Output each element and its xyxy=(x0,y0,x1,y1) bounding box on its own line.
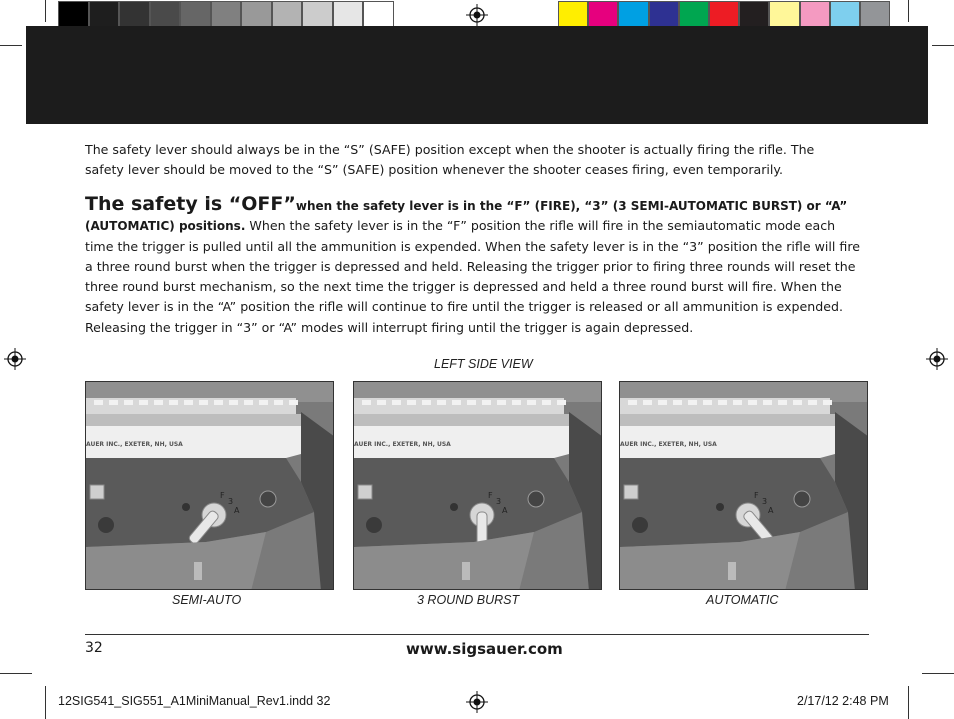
automatic-photo xyxy=(619,381,868,590)
crop-mark xyxy=(45,0,46,22)
rail-slot xyxy=(557,400,566,405)
page-number: 32 xyxy=(85,640,103,656)
selector-mark-fire: F xyxy=(754,491,759,500)
slug-date: 2/17/12 2:48 PM xyxy=(797,694,889,708)
rail-slot xyxy=(703,400,712,405)
rail-slot xyxy=(793,400,802,405)
rail-slot xyxy=(184,400,193,405)
rail-slot xyxy=(823,400,832,405)
rail-slot xyxy=(673,400,682,405)
crop-mark xyxy=(908,0,909,22)
rail-slot xyxy=(377,400,386,405)
rail-slot xyxy=(748,400,757,405)
rail-slot xyxy=(199,400,208,405)
selector-mark-auto: A xyxy=(768,506,774,515)
rail-slot xyxy=(733,400,742,405)
header-banner xyxy=(26,26,928,124)
semi-auto-caption: SEMI-AUTO xyxy=(172,593,242,607)
rail-slot xyxy=(497,400,506,405)
rail-slot xyxy=(169,400,178,405)
rail-slot xyxy=(643,400,652,405)
section-heading: The safety is “OFF” xyxy=(85,193,296,215)
crop-mark xyxy=(908,686,909,719)
receiver-marking: AUER INC., EXETER, NH, USA xyxy=(354,441,451,448)
rifle-receiver-illustration xyxy=(620,382,868,590)
crop-mark xyxy=(45,686,46,719)
footer-rule xyxy=(85,634,869,635)
rail-slot xyxy=(229,400,238,405)
rail-slot xyxy=(244,400,253,405)
receiver-marking: AUER INC., EXETER, NH, USA xyxy=(86,441,183,448)
automatic-caption: AUTOMATIC xyxy=(706,593,779,607)
selector-mark-burst: 3 xyxy=(762,497,768,506)
rail-slot xyxy=(718,400,727,405)
rail-slot xyxy=(259,400,268,405)
registration-mark-icon xyxy=(4,348,26,370)
rail-slot xyxy=(94,400,103,405)
semi-auto-photo xyxy=(85,381,334,590)
rail-slot xyxy=(289,400,298,405)
rail-slot xyxy=(214,400,223,405)
rail-slot xyxy=(482,400,491,405)
rail-slot xyxy=(154,400,163,405)
crop-mark xyxy=(932,45,954,46)
rail-slot xyxy=(688,400,697,405)
rail-slot xyxy=(274,400,283,405)
rail-slot xyxy=(124,400,133,405)
three-round-burst-caption: 3 ROUND BURST xyxy=(417,593,520,607)
selector-mark-burst: 3 xyxy=(228,497,234,506)
slug-filename: 12SIG541_SIG551_A1MiniManual_Rev1.indd 32 xyxy=(58,694,331,708)
rail-slot xyxy=(422,400,431,405)
rail-slot xyxy=(542,400,551,405)
rail-slot xyxy=(628,400,637,405)
rail-slot xyxy=(139,400,148,405)
rail-slot xyxy=(527,400,536,405)
rail-slot xyxy=(407,400,416,405)
registration-mark-icon xyxy=(466,4,488,26)
rail-slot xyxy=(512,400,521,405)
section-body-text: When the safety lever is in the “F” position the rifle will fire in the semiautomatic mode each time the trigger is pulled until all the ammunition is expended. When the safety lever is in the “3” position the rifle will fire a three round burst when the trigger is depressed and held. Releasing the trigger prior to firing three rounds will reset the three round burst mechanism, so the next time the trigger is depressed and held a three round burst will fire. When the safety lever is in the “A” position the rifle will continue to fire until the trigger is released or all ammunition is expended. Releasing the trigger in “3” or “A” modes will interrupt firing until the trigger is again depressed. xyxy=(85,218,860,335)
intro-paragraph: The safety lever should always be in the “S” (SAFE) position except when the shooter is actually firing the rifle. The safety lever should be moved to the “S” (SAFE) position whenever the shooter ceases firing, even temporarily. xyxy=(85,142,815,178)
selector-mark-fire: F xyxy=(220,491,225,500)
registration-mark-icon xyxy=(926,348,948,370)
rifle-receiver-illustration xyxy=(354,382,602,590)
rifle-receiver-illustration xyxy=(86,382,334,590)
rail-slot xyxy=(808,400,817,405)
three-round-burst-photo xyxy=(353,381,602,590)
rail-slot xyxy=(109,400,118,405)
rail-slot xyxy=(437,400,446,405)
rail-slot xyxy=(452,400,461,405)
selector-mark-auto: A xyxy=(502,506,508,515)
rail-slot xyxy=(778,400,787,405)
section-subheading: when the safety lever is in the “F” (FIRE), “3” (3 SEMI-AUTOMATIC BURST) or “A” (AUTOMATIC) positions. xyxy=(85,199,848,234)
selector-mark-auto: A xyxy=(234,506,240,515)
crop-mark xyxy=(0,673,32,674)
crop-mark xyxy=(922,673,954,674)
selector-mark-burst: 3 xyxy=(496,497,502,506)
crop-mark xyxy=(0,45,22,46)
website-url: www.sigsauer.com xyxy=(406,640,563,658)
receiver-marking: AUER INC., EXETER, NH, USA xyxy=(620,441,717,448)
selector-mark-fire: F xyxy=(488,491,493,500)
figure-title: LEFT SIDE VIEW xyxy=(434,357,533,371)
rail-slot xyxy=(763,400,772,405)
rail-slot xyxy=(467,400,476,405)
safety-off-section xyxy=(85,194,865,338)
rail-slot xyxy=(392,400,401,405)
rail-slot xyxy=(362,400,371,405)
rail-slot xyxy=(658,400,667,405)
registration-mark-icon xyxy=(466,691,488,713)
